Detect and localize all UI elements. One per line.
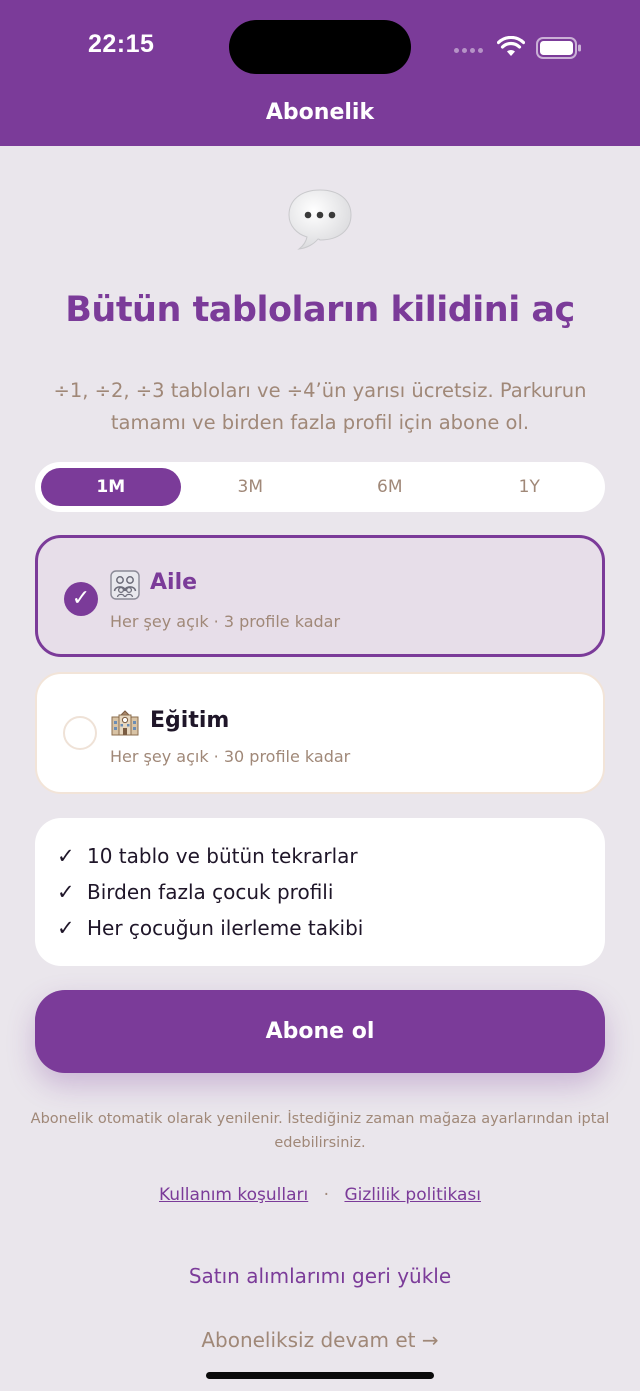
feature-text: Birden fazla çocuk profili [87, 880, 334, 904]
check-icon: ✓ [57, 880, 75, 904]
battery-icon [536, 37, 582, 59]
page-title: Abonelik [265, 100, 375, 125]
feature-item [57, 842, 605, 878]
hero-subtitle: ÷1, ÷2, ÷3 tabloları ve ÷4’ün yarısı ücretsiz. Parkurun tamamı ve birden fazla profil için abone ol. [53, 379, 587, 434]
plan-name: Eğitim [150, 708, 230, 733]
link-separator: · [323, 1185, 330, 1205]
check-icon: ✓ [57, 844, 75, 868]
cellular-signal-icon [454, 48, 483, 53]
period-tab-3m[interactable]: 3M [237, 477, 263, 497]
plan-name: Aile [150, 570, 198, 595]
features-card [35, 818, 605, 966]
plan-card-aile[interactable] [35, 535, 605, 657]
plan-card-egitim[interactable] [35, 672, 605, 794]
plan-description: Her şey açık · 30 profile kadar [110, 747, 351, 766]
feature-text: Her çocuğun ilerleme takibi [87, 916, 364, 940]
restore-purchases-button[interactable]: Satın alımlarımı geri yükle [188, 1264, 452, 1288]
family-icon [110, 570, 140, 600]
radio-checked[interactable]: ✓ [64, 582, 98, 616]
school-icon [110, 707, 140, 737]
dynamic-island [229, 20, 411, 74]
terms-link[interactable]: Kullanım koşulları [159, 1185, 309, 1205]
feature-item [57, 914, 605, 950]
subscribe-button[interactable]: Abone ol [35, 990, 605, 1073]
status-time: 22:15 [88, 30, 155, 58]
feature-item [57, 878, 605, 914]
radio-unchecked[interactable] [63, 716, 97, 750]
legal-links [0, 1185, 640, 1205]
feature-text: 10 tablo ve bütün tekrarlar [87, 844, 358, 868]
period-tab-1m[interactable]: 1M [41, 468, 181, 506]
speech-bubble-icon [285, 186, 355, 252]
wifi-icon [497, 36, 525, 58]
privacy-link[interactable]: Gizlilik politikası [344, 1185, 481, 1205]
header-bar [0, 0, 640, 146]
period-tab-1y[interactable]: 1Y [518, 477, 540, 497]
plan-description: Her şey açık · 3 profile kadar [110, 612, 341, 631]
period-selector [35, 462, 605, 512]
check-icon: ✓ [57, 916, 75, 940]
period-tab-6m[interactable]: 6M [377, 477, 403, 497]
home-indicator[interactable] [206, 1372, 434, 1379]
legal-notice: Abonelik otomatik olarak yenilenir. İstediğiniz zaman mağaza ayarlarından iptal edebilirsiniz. [30, 1111, 610, 1151]
continue-without-subscription-button[interactable]: Aboneliksiz devam et → [201, 1328, 439, 1352]
hero-title: Bütün tabloların kilidini aç [65, 290, 575, 330]
